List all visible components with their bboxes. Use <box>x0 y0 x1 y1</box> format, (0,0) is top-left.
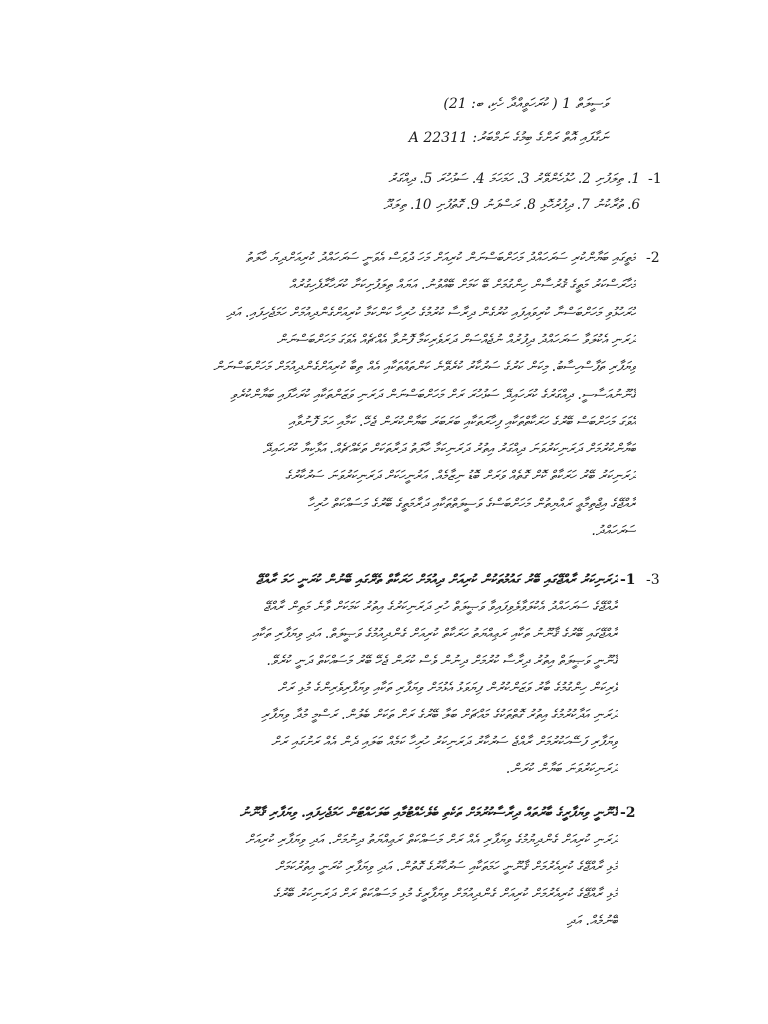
page-heading: ވަސީލަތް 1 ( ކުރަހަވީއްދާ ހެކި، ބ: 21) <box>443 96 608 112</box>
paragraph-line: ރާއްޖޭގެ އިޖްތިމާޢީ ރައްޔިތުން މަހަށްބަސްގެ ވަސީލަތްތަކާއި ދަރާމަތީގެ ބޭރުގެ މަސައްކަތް ހުރިހާ <box>307 495 636 512</box>
list-item: 8. ރަސްފަނު <box>483 197 536 213</box>
paragraph-line: ރާއްޖޭގެ ސަރަހައްދު އެކުލަވާލެވިފައިވާ ވަޞީލަތް ހުރި ދަރަނިކަރުގެ އިތުރު ކަމަކަށް ވާނެ މަތިން ރާއްޖޭ <box>263 599 618 615</box>
item3-marker: -3 <box>646 572 660 588</box>
list-row <box>100 171 640 187</box>
paragraph-line: ދަރަނި ކުރިއަށް ގެންދިޔުމުގެ ވިޔަފާރި އެއް ރަށް މަސައްކަތް ރަޢިއްޔަތު ދިނުމަށް. އަދި ވިޔަފާރި ކުރިއަށް <box>245 832 618 848</box>
list-item: 1. ތިލަފުށި <box>595 171 640 187</box>
paragraph-line: ޤާނޫނުއަސާސީ. ދިއްގަރުގެ ކުރަހައިދޭ ސަޅުހުރަ ރަށް މަހަށްބަސްނަން ދަރަނި ވަޒަންތަކާއި ކުރަހާފައި ބަޔާންކުރެވި <box>230 386 636 403</box>
list-row <box>100 197 640 213</box>
paragraph-line: ރާއްޖޭގައި ބޭރުގެ ޤާނޫނު ތަކާއި ރަޢިއްޔަތު ހަރަކާތް ކުރިއަށް ގެންދިއުމުގެ ވަޞީލަތް. އަދި ވިޔަފާރި ތަކާއި <box>252 626 618 642</box>
list-item: 2. ހުޅުހެންވޭރު <box>533 171 591 187</box>
paragraph-line: ދަރަނިކަރު ރާއްޖޭގައި ބޭރު ގައުމުތަކުން ކުރިއަށް ދިއުމަށް ހަރަކާތް ތެރޭގައި ބޭނުން ކުރަނީ ހަމަ ރާއްޖޭ <box>255 572 618 588</box>
paragraph-line: ވެރިކަން ހިންގުމުގެ ބާރު ވަޒަންކުރުން ފިޔަވަޅު އެޅުމަށް ވިޔަފާރި ތަކާއި ވިޔަފާރިވެރިންގެ މުޅި ރަށް <box>277 680 618 696</box>
paragraph-line: ދަރަނިކަރު ބޭރު ހަރަކާތް ކޮށް ގޮތެއް ވަރަށް ބޮޑު ނިޒާމެއް. އަރުނީހަކަށް ދަރަނިކަރުވަނަ ސަރުކާރުގެ <box>285 468 636 485</box>
page-subheading: ނަގާފައި އޮތް ރަށްގެ ބިމުގެ ނަމްބަރު: A 22311 <box>408 130 608 146</box>
paragraph-line: އެވަގަ މަހަށްބަސް ބޭރުގެ ހަރަކާތްތަކާއި ފިހާރަތަކާއި ބަރަބަރަ ބަޔާންކުރަން ޖެހޭ. ކަމާއި ހަމަ ފޮނުވާއި <box>288 413 636 430</box>
paragraph-line: މަތީގައި ބަޔާންކުރި ސަރަހައްދު މަހަށްބަސްނަން ކުރިއަށް މަހަ ދުވަސް އެވަނީ ސަރަހައްދު ކުރިއަށްދިޔަ ހާލަތު <box>245 250 636 266</box>
paragraph-line: މުޅި ރާއްޖޭގެ ކުރިއެރުމަށް ޤާނޫނީ ހަމަތަކާއި ސަރުކާރުގެ ގޮތުން. އަދި ވިޔަފާރި ކުރަނީ އިތުރުކަމަށް <box>275 859 618 875</box>
paragraph-line: ހުރަހުޅުވި މަހަށްބަސްނާ ކުރިވައިފައި ކުރުގެން ދިރާސާ ކުރުމުގެ ހުރިހާ ކަންކަމާ ކުރިއަށްގެންދިއުމަށް ހަމަޖެހިފައި. އަދި <box>226 304 636 321</box>
paragraph-line: ޤާނޫނީ ވަޞީލަތް އިތުރު ދިރާސާ ކުރުމަށް ދިނުން ވެސް ކުރަން ޖެހޭ ބޭރު މަސައްކަތް ދަނީ ކުރެވޭ. <box>266 653 618 669</box>
para-marker: -2 <box>646 250 660 266</box>
paragraph-line: ޤާނޫނީ ވިޔަފާރީގެ ބާރުތައް ދިރާސާކުރުމަށް ތަކެތި ބެލެހެއްޓުމާއި ބަލަހައްޓަން ހަމަޖެހިފައި. ވިޔަފާރި ޤާނޫނު <box>239 805 618 821</box>
list-item: 3. ހަމަހަމަ <box>489 171 530 187</box>
paragraph-line: ދަރަނި އެކުލަވާ ސަރަހައްދު ދިފުރުއް ނުޖެއްސަށް ދަރަވެރިކަމާ ފޮނުވާ އެއްޗެއް އެވަގަ މަހަށްބަސްނަން <box>276 331 636 348</box>
paragraph-line: ދަރަނި އަދާކުރުމުގެ އިތުރު ގޮތްތަކުގެ މައްޗަށް ބަލާ ބޭރުގެ ރަށް ތަކަށް ބެލުން. ރަސްމީ މުދާ ވިޔަފާރި <box>261 707 618 723</box>
paragraph-line: ބަޔާންކުރުމަށް ދަރަނިކަރުވަނަ ދިއްގަރު އިތުރު ދަރަނިކަމާ ހާލަތު ދަރާތަކަށް ތަކެއްޗެއް. އަޅާކިޔާ ކުރަހައިދޭ <box>262 441 636 458</box>
paragraph-line: ވިޔަފާރި ފަސޭހަކުރުމަށް ރާއްޖެ ސަރުކާރު ދަރަނިކަރު ހުރިހާ ކަމެއް ބަލައި ދެން އެއް ރަށުގައި ރަށް <box>271 734 618 750</box>
list-item: 9. ގޮތުފުށި <box>435 197 480 213</box>
paragraph-line: މުޅި ރާއްޖޭގެ ކުރިއެރުމަށް ކުރިއަށް ގެންދިއުމަށް ވިޔަފާރީގެ މުޅި މަސައްކަތް ރަށް ދަރަނިކަރު ބޭރުގެ <box>273 886 618 902</box>
list-item: 7. ދިފުރުހޮޅި <box>540 197 590 213</box>
paragraph-line: ދަރަނިކަރުވަނަ ބަޔާން ކުރަން. <box>505 761 618 777</box>
paragraph-line: މަހާރަސްކަރު މަތީގެ ޤުރުސާން ހިންގުމަށް ބޭ ކަމަށް ބޭއްވުނު. އަޔައް ތިލަފުށިކަށާ ކުރަހާރާފެހިގުރުއް <box>289 277 636 294</box>
list-item: 4. ސަޅުހުރަ <box>436 171 485 187</box>
list-item: 5. ދިއްގަރު <box>388 171 433 187</box>
sub2-number: -2 <box>620 805 636 821</box>
list-item: 10. ތިލަދޫ <box>383 197 432 213</box>
list-item: 6. ތުރާކުނު <box>594 197 640 213</box>
paragraph-line: ވިޔަފާރި ތަފާސްހިސާބު. މިކަން ކަރުގެ ސަރުކާރު ކުރެވޭނެ ކަންތައްތަކާއި އެއް ތިބާ ކުރިއަށްގެންދިއުމަށް މަހަށްބަސްނަން <box>213 359 636 376</box>
sub1-number: -1 <box>620 572 636 588</box>
paragraph-line: ބޭނުމެއް. އަދި <box>566 913 618 929</box>
paragraph-line: ސަރަހައްދު. <box>591 523 636 539</box>
list-marker: -1 <box>648 171 662 187</box>
